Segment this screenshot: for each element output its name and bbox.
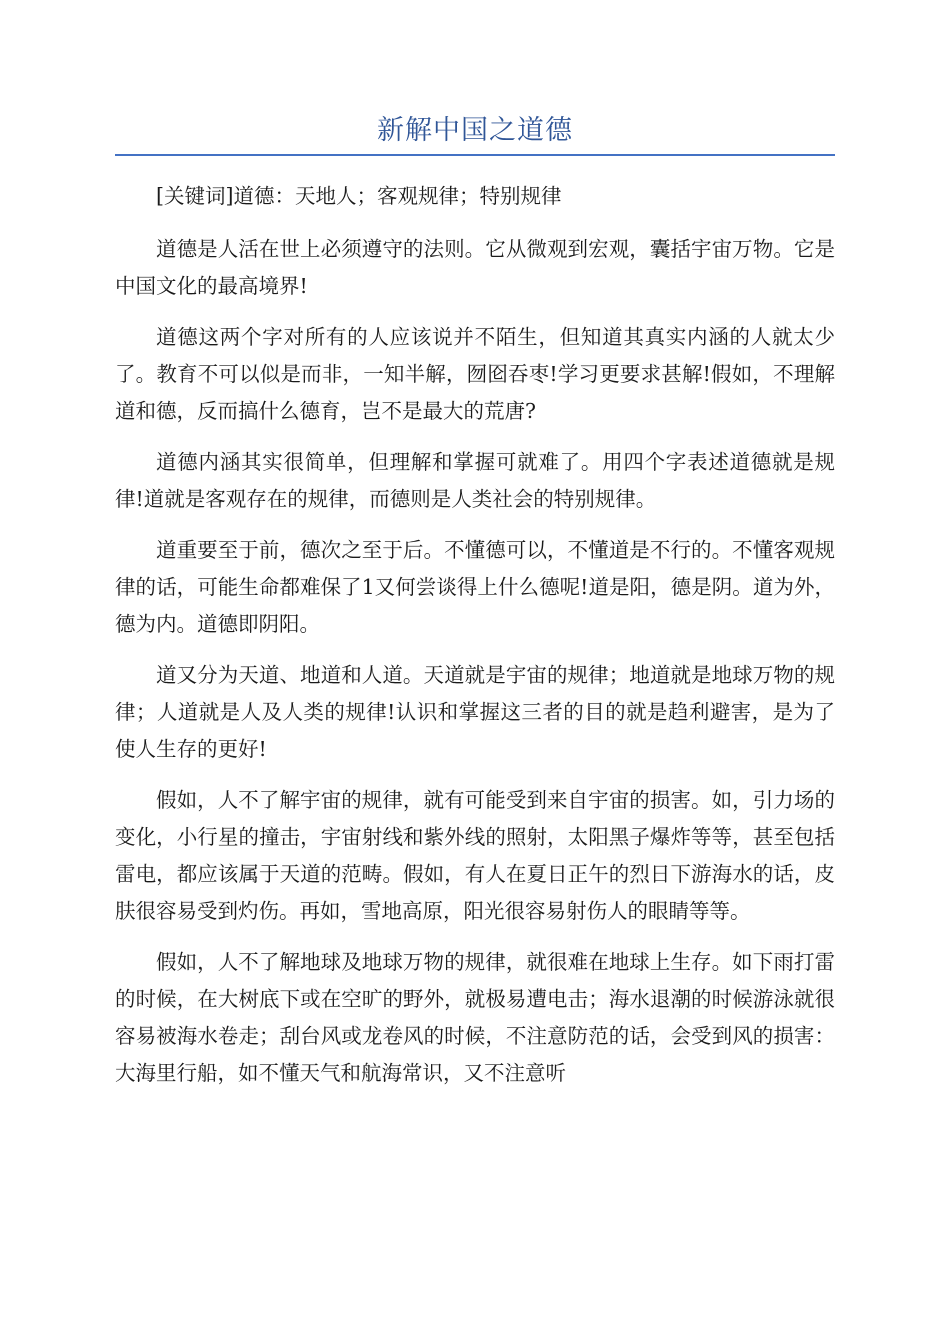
paragraph: 道重要至于前，德次之至于后。不懂德可以，不懂道是不行的。不懂客观规律的话，可能生命都难保了1又何尝谈得上什么德呢!道是阳，德是阴。道为外，德为内。道德即阴阳。 [115, 538, 835, 636]
paragraph: 道又分为天道、地道和人道。天道就是宇宙的规律；地道就是地球万物的规律；人道就是人及人类的规律!认识和掌握这三者的目的就是趋利避害，是为了使人生存的更好! [115, 663, 835, 761]
document-page [115, 110, 835, 1106]
paragraph: 假如，人不了解地球及地球万物的规律，就很难在地球上生存。如下雨打雷的时候，在大树底下或在空旷的野外，就极易遭电击；海水退潮的时候游泳就很容易被海水卷走；刮台风或龙卷风的时候，不注意防范的话，会受到风的损害：大海里行船，如不懂天气和航海常识，又不注意听 [115, 950, 835, 1085]
paragraph: 假如，人不了解宇宙的规律，就有可能受到来自宇宙的损害。如，引力场的变化，小行星的撞击，宇宙射线和紫外线的照射，太阳黑子爆炸等等，甚至包括雷电，都应该属于天道的范畴。假如，有人在夏日正午的烈日下游海水的话，皮肤很容易受到灼伤。再如，雪地高原，阳光很容易射伤人的眼睛等等。 [115, 788, 835, 923]
paragraph: 道德是人活在世上必须遵守的法则。它从微观到宏观，囊括宇宙万物。它是中国文化的最高境界! [115, 237, 835, 298]
paragraph: 道德这两个字对所有的人应该说并不陌生，但知道其真实内涵的人就太少了。教育不可以似是而非，一知半解，囫囵吞枣!学习更要求甚解!假如，不理解道和德，反而搞什么德育，岂不是最大的荒唐? [115, 325, 835, 423]
paragraph: 道德内涵其实很简单，但理解和掌握可就难了。用四个字表述道德就是规律!道就是客观存在的规律，而德则是人类社会的特别规律。 [115, 450, 835, 511]
keywords-line: [关键词]道德：天地人；客观规律；特别规律 [156, 184, 562, 208]
document-title: 新解中国之道德 [377, 115, 573, 146]
title-underline [115, 154, 835, 156]
